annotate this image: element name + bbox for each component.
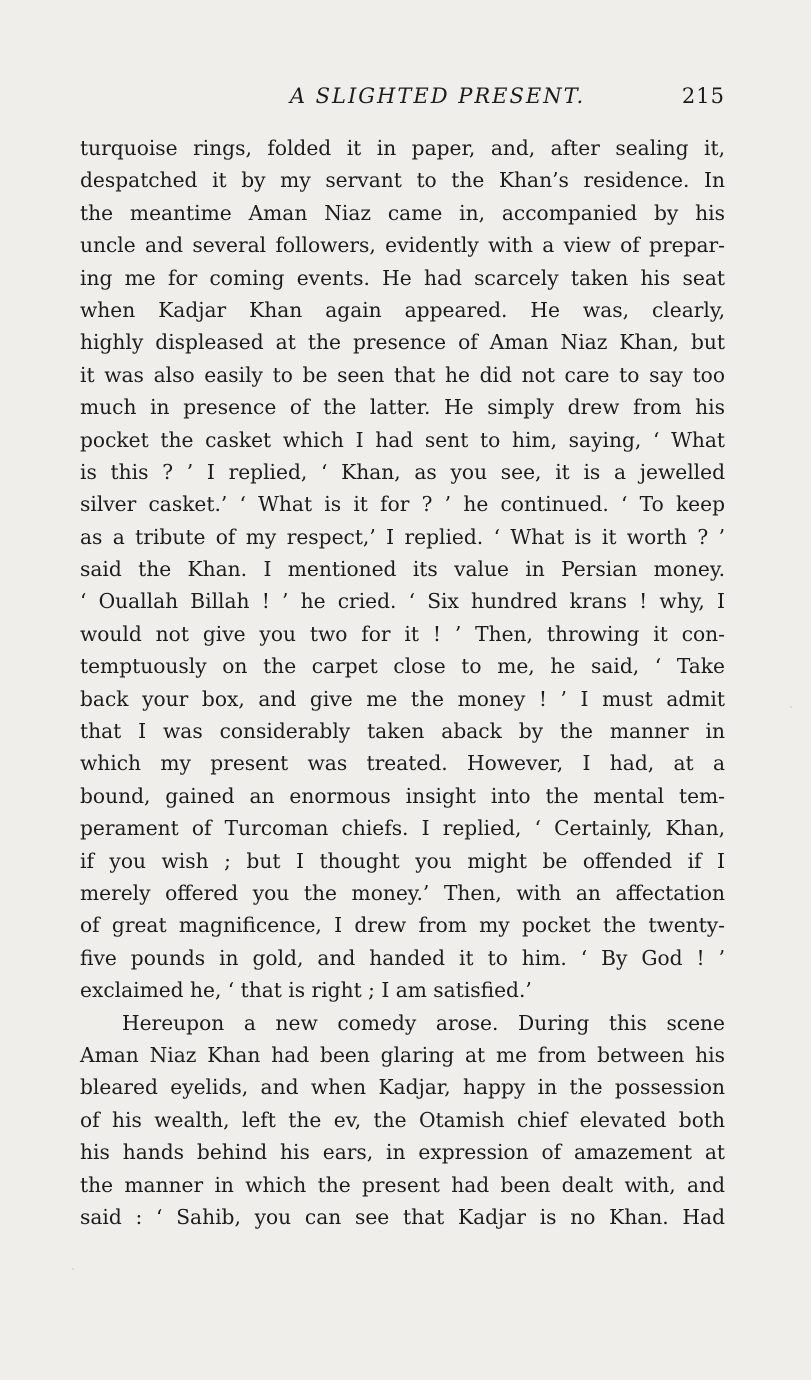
text-line: bound, gained an enormous insight into the mental tem- <box>80 783 725 808</box>
text-line: turquoise rings, folded it in paper, and, after sealing it, <box>80 136 725 160</box>
paper-speck <box>790 706 792 708</box>
text-line: the meantime Aman Niaz came in, accompanied by his <box>80 200 725 225</box>
text-line: Hereupon a new comedy arose. During this scene <box>122 1010 725 1035</box>
text-line: would not give you two for it ! ’ Then, throwing it con- <box>80 621 725 646</box>
text-line: said : ‘ Sahib, you can see that Kadjar is no Khan. Had <box>80 1204 725 1229</box>
text-line: pocket the casket which I had sent to him, saying, ‘ What <box>80 427 725 452</box>
text-line: ‘ Ouallah Billah ! ’ he cried. ‘ Six hundred krans ! why, I <box>80 589 725 614</box>
text-line: much in presence of the latter. He simply drew from his <box>80 395 725 420</box>
text-line: that I was considerably taken aback by the manner in <box>80 719 725 744</box>
text-line: silver casket.’ ‘ What is it for ? ’ he continued. ‘ To keep <box>80 492 725 517</box>
text-line: the manner in which the present had been dealt with, and <box>80 1172 725 1197</box>
text-line: temptuously on the carpet close to me, he said, ‘ Take <box>80 654 725 679</box>
paragraph-2 <box>80 1007 725 1234</box>
page-number: 215 <box>681 84 725 108</box>
body-text <box>80 132 725 1233</box>
text-line: his hands behind his ears, in expression of amazement at <box>80 1140 725 1165</box>
text-line: uncle and several followers, evidently with a view of prepar- <box>80 233 725 258</box>
text-line: of great magnificence, I drew from my pocket the twenty- <box>80 913 725 938</box>
text-line: as a tribute of my respect,’ I replied. ‘ What is it worth ? ’ <box>80 524 725 549</box>
text-line: highly displeased at the presence of Aman Niaz Khan, but <box>80 330 725 355</box>
text-line: of his wealth, left the ev, the Otamish chief elevated both <box>80 1107 725 1132</box>
paper-speck <box>72 1268 74 1270</box>
text-line: when Kadjar Khan again appeared. He was, clearly, <box>80 297 725 322</box>
running-head <box>80 84 725 114</box>
text-line: despatched it by my servant to the Khan’s residence. In <box>80 168 725 193</box>
text-line: ing me for coming events. He had scarcely taken his seat <box>80 265 725 290</box>
text-line: perament of Turcoman chiefs. I replied, ‘ Certainly, Khan, <box>80 816 725 841</box>
text-line: exclaimed he, ‘ that is right ; I am satisfied.’ <box>80 978 532 1003</box>
text-line: back your box, and give me the money ! ’ I must admit <box>80 686 725 711</box>
text-line: said the Khan. I mentioned its value in Persian money. <box>80 557 725 582</box>
text-line: bleared eyelids, and when Kadjar, happy in the possession <box>80 1075 725 1100</box>
text-line: is this ? ’ I replied, ‘ Khan, as you see, it is a jewelled <box>80 459 725 484</box>
text-line: it was also easily to be seen that he did not care to say too <box>80 362 725 387</box>
text-line: if you wish ; but I thought you might be offended if I <box>80 848 725 873</box>
text-line: five pounds in gold, and handed it to him. ‘ By God ! ’ <box>80 945 725 970</box>
text-line: which my present was treated. However, I had, at a <box>80 751 725 776</box>
paragraph-1 <box>80 132 725 1007</box>
running-title: A SLIGHTED PRESENT. <box>289 84 586 108</box>
text-line: merely offered you the money.’ Then, with an affectation <box>80 880 725 905</box>
text-line: Aman Niaz Khan had been glaring at me from between his <box>80 1042 725 1067</box>
